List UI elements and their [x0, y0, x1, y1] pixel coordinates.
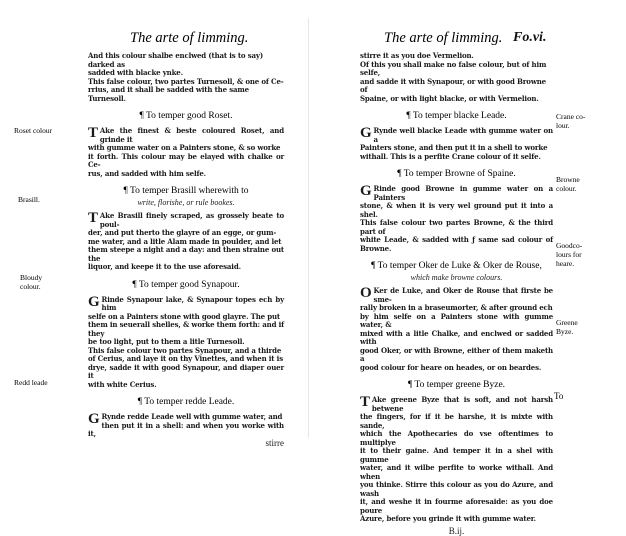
- text-line: rrius, and it shall be sadded with the same Turnesoll.: [88, 85, 249, 103]
- drop-cap: T: [88, 125, 98, 141]
- text-line: them steepe a night and a day: and then straine out the: [88, 245, 284, 263]
- margin-note-good-1: Goodco-: [556, 241, 583, 250]
- text-line: This false colour two partes Synapour, and a thirde: [88, 345, 282, 355]
- text-line: Of this you shall make no false colour, but of him selfe,: [360, 59, 547, 77]
- text-line: Ake Brasill finely scraped, as grossely beate to poul-: [99, 211, 284, 229]
- section-subhead-brasill: write, florishe, or rule bookes.: [137, 198, 235, 207]
- text-line: you thinke. Stirre this colour as you do Azure, and wash: [360, 480, 553, 498]
- text-line: Painters stone, and then put it in a shell to worke: [360, 143, 548, 152]
- text-line: it, and weshe it in fourme aforesaide: as you doe poure: [360, 497, 553, 515]
- text-line: me water, and a litle Alam made in poulder, and let: [88, 236, 282, 246]
- margin-note-crane-2: lour.: [556, 121, 570, 130]
- margin-note-bloudy: Bloudy: [20, 273, 43, 282]
- left-body: [88, 52, 284, 447]
- text-line: mixed with a litle Chalke, and enclwed or sadded with: [360, 328, 553, 346]
- section-heading-brasill: ¶ To temper Brasill wherewith to: [123, 186, 249, 196]
- paragraph-redde-leade: [88, 413, 284, 439]
- text-line: liquor, and keepe it to the use aforesaid.: [88, 262, 241, 271]
- text-line: good colour for heare on heades, or on beardes.: [360, 362, 542, 372]
- margin-note-good-2: lours for: [556, 250, 582, 259]
- right-page: [318, 0, 618, 536]
- left-page: [0, 0, 290, 451]
- section-heading-roset: ¶ To temper good Roset.: [139, 111, 233, 121]
- section-heading-blacke-leade: ¶ To temper blacke Leade.: [406, 111, 507, 121]
- margin-note-greene-1: Greene: [556, 318, 578, 327]
- text-line: then put it in a shell: and when you worke with it,: [88, 420, 284, 438]
- text-line: This false colour two partes Browne, & the third part of: [360, 218, 553, 236]
- section-heading-synapour: ¶ To temper good Synapour.: [132, 279, 240, 290]
- text-line: Ker de Luke, and Oker de Rouse that firste be sme-: [373, 286, 553, 304]
- left-running-head: The arte of limming.: [130, 30, 249, 46]
- paragraph-brasill: [88, 212, 284, 272]
- text-line: of Cerius, and laye it on thy Vinettes, and when it is: [88, 354, 283, 363]
- section-subhead-oker: which make browne colours.: [410, 273, 503, 282]
- section-heading-greene-byze: ¶ To temper greene Byze.: [407, 380, 506, 390]
- text-line: be too light, put to them a litle Turnesoll.: [88, 337, 245, 346]
- text-line: Rinde Synapour lake, & Synapour topes ech by him: [101, 294, 284, 312]
- paragraph-browne: [360, 185, 553, 253]
- text-line: Ake greene Byze that is soft, and not harsh betwene: [371, 395, 553, 413]
- drop-cap: G: [360, 183, 372, 199]
- text-line: which the Apothecaries do vse oftentimes to multiplye: [360, 429, 553, 447]
- text-line: the fingers, for if it be harshe, it is mixte with sande,: [360, 412, 553, 430]
- margin-note-redd-leade: Redd leade: [14, 378, 48, 387]
- signature-mark: B.ij.: [448, 525, 465, 536]
- margin-note-greene-2: Byze.: [556, 327, 574, 336]
- text-line: This false colour, two partes Turnesoll, & one of Ce-: [88, 76, 284, 86]
- text-line: der, and put therto the glayre of an egge, or gum-: [88, 228, 277, 237]
- text-line: stirre it as you doe Vermelion.: [360, 51, 474, 60]
- text-line: and sadde it with Synapour, or with good Browne of: [360, 76, 546, 94]
- margin-note-browne-1: Browne: [556, 175, 580, 184]
- drop-cap: G: [360, 125, 372, 141]
- margin-note-browne-2: colour.: [556, 184, 577, 193]
- right-body: [360, 52, 553, 535]
- paragraph-roset: [88, 127, 284, 178]
- text-line: And this colour shalbe enclwed (that is to say) darked as: [88, 51, 263, 69]
- paragraph-oker: [360, 287, 553, 372]
- margin-note-crane-1: Crane co-: [556, 112, 586, 121]
- paragraph-blacke-leade: [360, 127, 553, 161]
- margin-note-good-3: heare.: [556, 259, 575, 268]
- margin-note-colour: colour.: [20, 282, 41, 291]
- text-line: with white Cerius.: [88, 379, 157, 389]
- text-line: rus, and sadded with him selfe.: [88, 168, 206, 178]
- text-line: them in seuerall shelles, & worke them forth: and if they: [88, 320, 284, 338]
- paragraph-greene-byze: [360, 396, 553, 524]
- margin-note-roset: Roset colour: [14, 126, 53, 135]
- drop-cap: T: [88, 210, 98, 226]
- right-running-head: The arte of limming.: [384, 30, 503, 46]
- text-line: Spaine, or with light blacke, or with Vermelion.: [360, 93, 539, 103]
- text-line: water, and it wilbe perfite to worke withall. And when: [360, 463, 553, 481]
- text-line: sadded with blacke ynke.: [88, 68, 183, 77]
- text-line: Rinde good Browne in gumme water on a Painters: [373, 184, 553, 202]
- gutter-shadow: [308, 18, 309, 438]
- text-line: Azure, before you grinde it with gumme water.: [360, 514, 536, 523]
- drop-cap: G: [88, 411, 100, 427]
- text-line: Rynde redde Leade well with gumme water, and: [101, 412, 283, 421]
- margin-note-brasill: Brasill.: [18, 195, 40, 204]
- text-line: stone, & when it is very wel ground put it into a shel.: [360, 201, 553, 219]
- text-line: Rynde well blacke Leade with gumme water on a: [373, 126, 553, 144]
- text-line: rally broken in a braseumorter, & after ground ech: [360, 303, 553, 312]
- section-heading-oker: ¶ To temper Oker de Luke & Oker de Rouse,: [371, 261, 542, 271]
- catchword-left: stirre: [265, 437, 284, 448]
- text-line: with gumme water on a Painters stone, & so worke: [88, 143, 281, 152]
- paragraph-synapour: [88, 293, 284, 390]
- text-line: good Oker, or with Browne, either of them maketh a: [360, 345, 553, 363]
- text-line: white Leade, & sadded with ƒ same sad colour of Browne.: [360, 235, 553, 253]
- text-line: selfe on a Painters stone with good glayre. The put: [88, 311, 280, 321]
- drop-cap: T: [360, 394, 370, 410]
- section-heading-redde-leade: ¶ To temper redde Leade.: [137, 397, 235, 407]
- text-line: withall. This is a perfite Crane colour of it selfe.: [360, 151, 541, 161]
- section-heading-browne: ¶ To temper Browne of Spaine.: [397, 169, 516, 179]
- text-line: it forth. This colour may be elayed with chalke or Ce-: [88, 151, 284, 169]
- drop-cap: O: [360, 285, 372, 301]
- text-line: drye, sadde it with good Synapour, and diaper ouer it: [88, 362, 284, 380]
- catchword-right: To: [554, 391, 564, 401]
- text-line: it to their gaine. And temper it in a shel with gumme: [360, 446, 553, 464]
- text-line: Ake the finest & beste coloured Roset, and grinde it: [99, 126, 284, 144]
- text-line: by him selfe on a Painters stone with gumme water, &: [360, 311, 553, 329]
- folio-number: Fo.vi.: [513, 30, 547, 45]
- drop-cap: G: [88, 293, 100, 310]
